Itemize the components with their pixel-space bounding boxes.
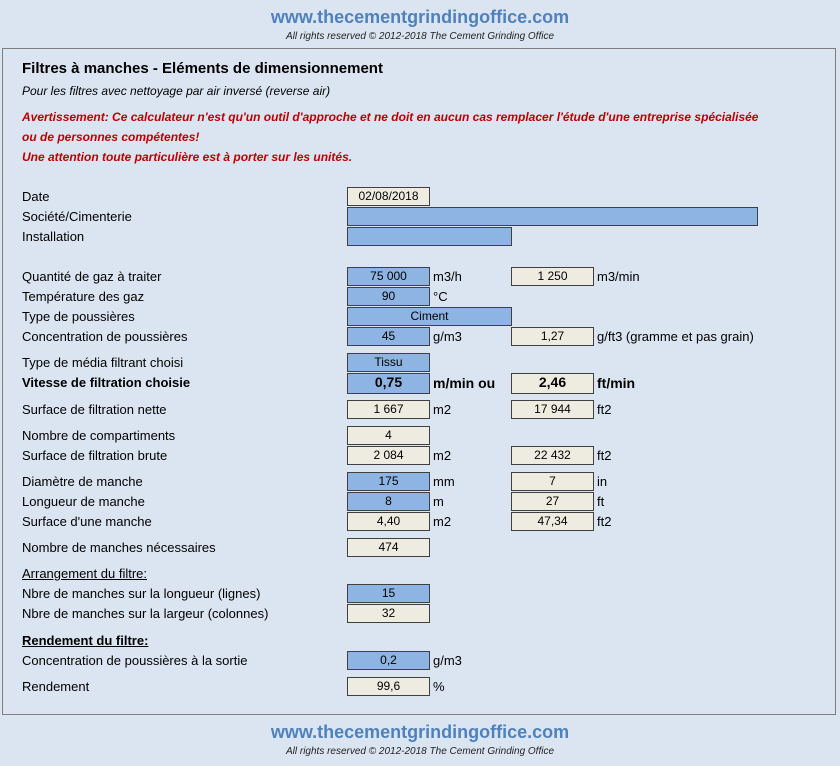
net-surface-unit-2: ft2: [597, 402, 612, 417]
site-link[interactable]: www.thecementgrindingoffice.com: [270, 7, 570, 27]
installation-field[interactable]: [347, 227, 512, 246]
copyright-text: All rights reserved © 2012-2018 The Cement Grinding Office: [285, 31, 555, 42]
speed-unit-2: ft/min: [597, 375, 636, 391]
net-surface-unit: m2: [433, 402, 452, 417]
dust-conc-converted: 1,27: [511, 327, 594, 346]
gas-qty-field[interactable]: 75 000: [347, 267, 430, 286]
dust-type-field[interactable]: Ciment: [347, 307, 512, 326]
date-label: Date: [22, 189, 50, 204]
bags-needed-value: 474: [347, 538, 430, 557]
dust-type-label: Type de poussières: [22, 309, 135, 324]
efficiency-unit: %: [433, 679, 445, 694]
compartments-field[interactable]: 4: [347, 426, 430, 445]
speed-converted: 2,46: [511, 373, 594, 394]
header-banner: [0, 7, 840, 43]
bag-surface-unit-2: ft2: [597, 514, 612, 529]
bag-len-label: Longueur de manche: [22, 494, 145, 509]
bag-diam-converted: 7: [511, 472, 594, 491]
efficiency-title: Rendement du filtre:: [22, 633, 149, 648]
page-title: Filtres à manches - Eléments de dimensionnement: [22, 60, 383, 77]
speed-field[interactable]: 0,75: [347, 373, 430, 394]
bag-len-unit: m: [433, 494, 444, 509]
net-surface-label: Surface de filtration nette: [22, 402, 167, 417]
media-field[interactable]: Tissu: [347, 353, 430, 372]
bags-length-label: Nbre de manches sur la longueur (lignes): [22, 586, 261, 601]
bag-surface-converted: 47,34: [511, 512, 594, 531]
installation-label: Installation: [22, 229, 85, 244]
gross-surface-converted: 22 432: [511, 446, 594, 465]
gas-qty-unit: m3/h: [433, 269, 462, 284]
gas-temp-label: Température des gaz: [22, 289, 145, 304]
bag-surface-label: Surface d'une manche: [22, 514, 152, 529]
bag-diam-unit: mm: [433, 474, 455, 489]
bags-width-value: 32: [347, 604, 430, 623]
bag-surface-unit: m2: [433, 514, 452, 529]
bags-width-label: Nbre de manches sur la largeur (colonnes): [22, 606, 269, 621]
gross-surface-unit: m2: [433, 448, 452, 463]
societe-label: Société/Cimenterie: [22, 209, 132, 224]
gross-surface-unit-2: ft2: [597, 448, 612, 463]
bag-len-converted: 27: [511, 492, 594, 511]
gas-temp-unit: °C: [433, 289, 448, 304]
arrangement-title: Arrangement du filtre:: [22, 566, 148, 581]
speed-unit: m/min ou: [433, 375, 496, 391]
gas-qty-unit-2: m3/min: [597, 269, 640, 284]
dust-conc-unit-2: g/ft3 (gramme et pas grain): [597, 329, 754, 344]
dust-conc-unit: g/m3: [433, 329, 462, 344]
page-subtitle: Pour les filtres avec nettoyage par air inversé (reverse air): [22, 84, 331, 98]
dust-conc-label: Concentration de poussières: [22, 329, 188, 344]
bag-surface-value: 4,40: [347, 512, 430, 531]
date-field[interactable]: 02/08/2018: [347, 187, 430, 206]
out-conc-label: Concentration de poussières à la sortie: [22, 653, 248, 668]
compartments-label: Nombre de compartiments: [22, 428, 176, 443]
gas-qty-label: Quantité de gaz à traiter: [22, 269, 162, 284]
bags-needed-label: Nombre de manches nécessaires: [22, 540, 216, 555]
speed-label: Vitesse de filtration choisie: [22, 375, 191, 390]
warning-line-1: Avertissement: Ce calculateur n'est qu'un outil d'approche et ne doit en aucun cas remplacer l'étude d'une entreprise spécialisée: [22, 110, 759, 124]
footer-copyright-text: All rights reserved © 2012-2018 The Cement Grinding Office: [285, 746, 555, 757]
bag-len-unit-2: ft: [597, 494, 605, 509]
out-conc-field[interactable]: 0,2: [347, 651, 430, 670]
gross-surface-value: 2 084: [347, 446, 430, 465]
bag-len-field[interactable]: 8: [347, 492, 430, 511]
warning-line-3: Une attention toute particulière est à porter sur les unités.: [22, 150, 353, 164]
bag-diam-unit-2: in: [597, 474, 608, 489]
bag-diam-label: Diamètre de manche: [22, 474, 143, 489]
footer-banner: [0, 722, 840, 758]
footer-site-link[interactable]: www.thecementgrindingoffice.com: [270, 722, 570, 742]
bags-length-field[interactable]: 15: [347, 584, 430, 603]
net-surface-converted: 17 944: [511, 400, 594, 419]
media-label: Type de média filtrant choisi: [22, 355, 184, 370]
efficiency-label: Rendement: [22, 679, 90, 694]
gas-qty-converted: 1 250: [511, 267, 594, 286]
net-surface-value: 1 667: [347, 400, 430, 419]
gas-temp-field[interactable]: 90: [347, 287, 430, 306]
dust-conc-field[interactable]: 45: [347, 327, 430, 346]
societe-field[interactable]: [347, 207, 758, 226]
efficiency-value: 99,6: [347, 677, 430, 696]
out-conc-unit: g/m3: [433, 653, 462, 668]
warning-line-2: ou de personnes compétentes!: [22, 130, 200, 144]
bag-diam-field[interactable]: 175: [347, 472, 430, 491]
gross-surface-label: Surface de filtration brute: [22, 448, 168, 463]
